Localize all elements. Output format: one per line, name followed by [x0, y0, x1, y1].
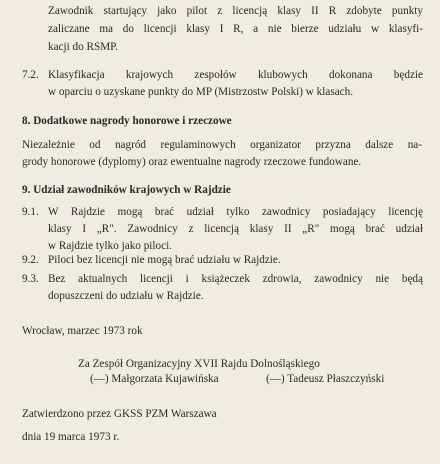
item-9-3-line-2: dopuszczeni do udziału w Rajdzie. — [48, 290, 204, 302]
intro-line-1: Zawodnik startujący jako pilot z licencją klasy II R zdobyte punkty — [48, 5, 423, 17]
approval-line-1: Zatwierdzono przez GKSS PZM Warszawa — [22, 408, 217, 420]
intro-line-3: kacji do RSMP. — [48, 41, 118, 53]
item-7-2-line-1: Klasyfikacja krajowych zespołów klubowych dokonana będzie — [48, 69, 423, 81]
item-9-2-line-1: Piloci bez licencji nie mogą brać udziału w Rajdzie. — [48, 254, 281, 266]
section-8-line-1: Niezależnie od nagród regulaminowych organizator przyzna dalsze na- — [22, 139, 422, 151]
item-9-1-line-1: W Rajdzie mogą brać udział tylko zawodnicy posiadający licencję — [48, 206, 423, 218]
section-8-heading: 8. Dodatkowe nagrody honorowe i rzeczowe — [22, 115, 232, 127]
signer-1: (—) Małgorzata Kujawińska — [90, 373, 219, 385]
item-9-3-number: 9.3. — [22, 273, 39, 285]
item-9-1-number: 9.1. — [22, 206, 39, 218]
intro-line-2: zaliczane ma do licencji klasy I R, a nie bierze udziału w klasyfi- — [48, 23, 423, 35]
place-date: Wrocław, marzec 1973 rok — [22, 325, 143, 337]
item-9-1-line-3: w Rajdzie tylko jako piloci. — [48, 240, 172, 252]
section-8-line-2: grody honorowe (dyplomy) oraz ewentualne nagrody rzeczowe fundowane. — [22, 156, 362, 168]
item-9-2-number: 9.2. — [22, 254, 39, 266]
item-9-1-line-2: klasy I „R". Zawodnicy z licencją klasy II „R" mogą brać udział — [48, 223, 423, 235]
item-9-3-line-1: Bez aktualnych licencji i książeczek zdrowia, zawodnicy nie będą — [48, 273, 423, 285]
approval-line-2: dnia 19 marca 1973 r. — [22, 431, 120, 443]
signature-line: Za Zespół Organizacyjny XVII Rajdu Dolnośląskiego — [78, 358, 320, 370]
item-7-2-line-2: w oparciu o uzyskane punkty do MP (Mistrzostw Polski) w klasach. — [48, 86, 354, 98]
item-7-2-number: 7.2. — [22, 69, 39, 81]
signer-2: (—) Tadeusz Płaszczyński — [266, 373, 385, 385]
section-9-heading: 9. Udział zawodników krajowych w Rajdzie — [22, 184, 231, 196]
